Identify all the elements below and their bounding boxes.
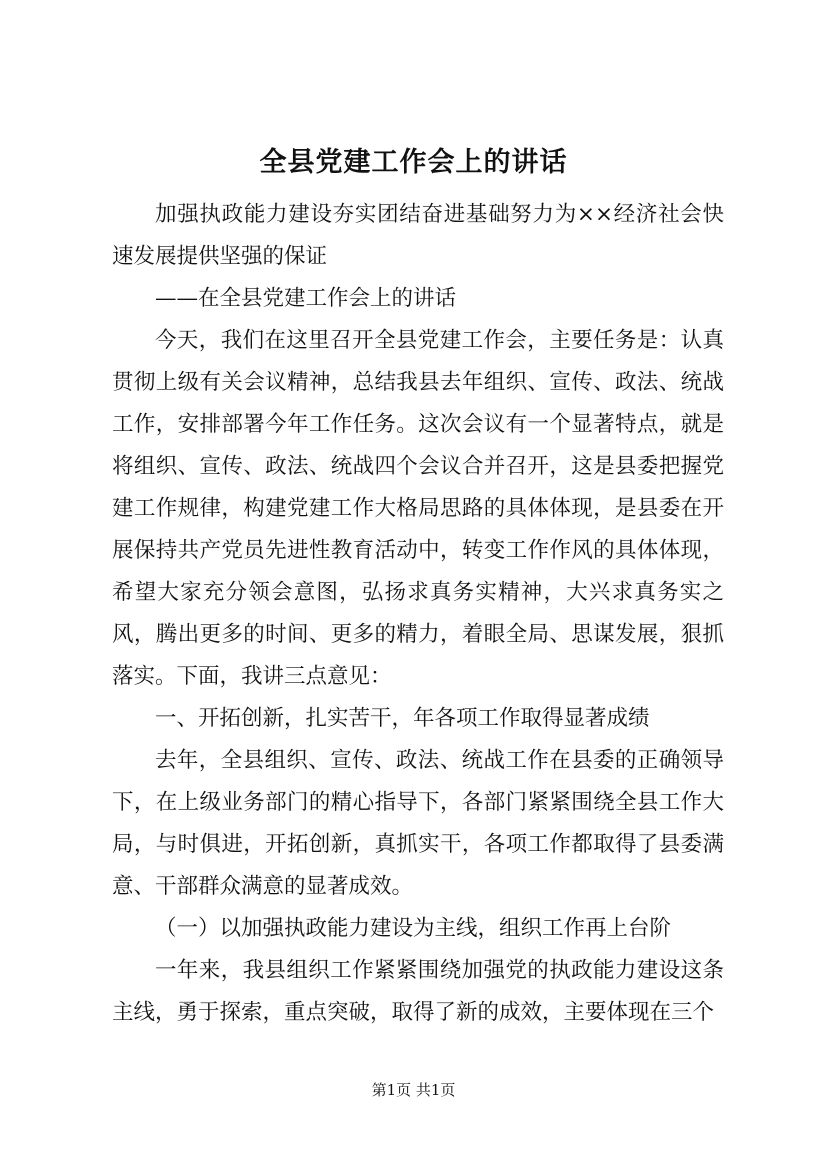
section-heading-1: 一、开拓创新，扎实苦干，年各项工作取得显著成绩 <box>155 706 650 731</box>
document-title: 全县党建工作会上的讲话 <box>259 147 568 178</box>
document-body <box>112 194 724 1034</box>
body-paragraph: 今天，我们在这里召开全县党建工作会，主要任务是：认真贯彻上级有关会议精神，总结我县去年组织、宣传、政法、统战工作，安排部署今年工作任务。这次会议有一个显著特点，就是将组织、宣传、政法、统战四个会议合并召开，这是县委把握党建工作规律，构建党建工作大格局思路的具体体现，是县委在开展保持共产党员先进性教育活动中，转变工作作风的具体体现，希望大家充分领会意图，弘扬求真务实精神，大兴求真务实之风，腾出更多的时间、更多的精力，着眼全局、思谋发展，狠抓落实。下面，我讲三点意见： <box>112 328 724 689</box>
page-footer: 第1页 共1页 <box>371 1081 456 1099</box>
subsection-heading-1: （一）以加强执政能力建设为主线，组织工作再上台阶 <box>155 916 672 941</box>
body-paragraph: 去年，全县组织、宣传、政法、统战工作在县委的正确领导下，在上级业务部门的精心指导下，各部门紧紧围绕全县工作大局，与时俱进，开拓创新，真抓实干，各项工作都取得了县委满意、干部群众满意的显著成效。 <box>112 748 724 899</box>
subtitle-attribution: ——在全县党建工作会上的讲话 <box>155 286 457 311</box>
subtitle-paragraph: 加强执政能力建设夯实团结奋进基础努力为××经济社会快速发展提供坚强的保证 <box>112 202 724 269</box>
body-paragraph: 一年来，我县组织工作紧紧围绕加强党的执政能力建设这条主线，勇于探索，重点突破，取得了新的成效，主要体现在三个 <box>112 958 724 1025</box>
